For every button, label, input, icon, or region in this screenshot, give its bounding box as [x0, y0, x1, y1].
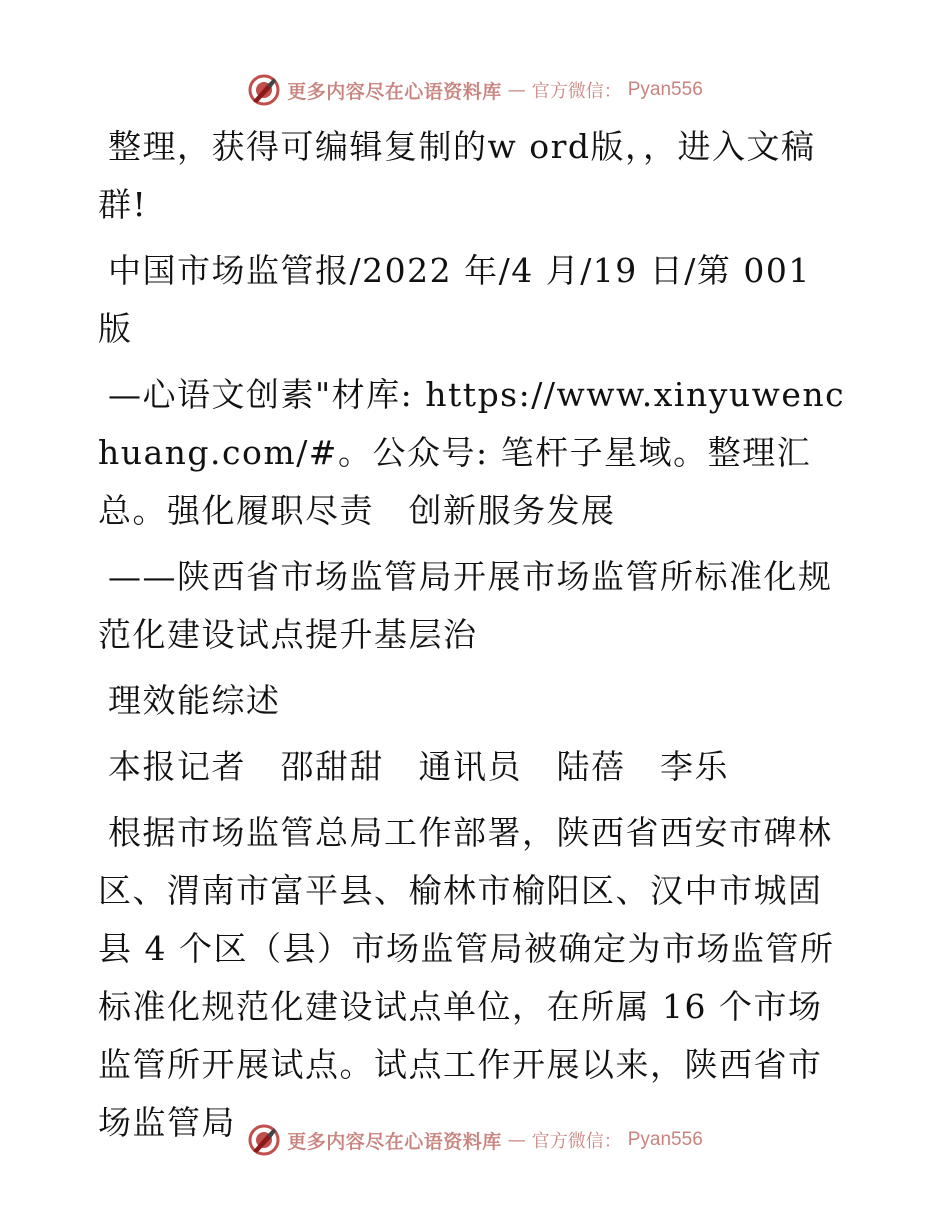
banner-wechat-id: Pyan556	[627, 1129, 703, 1150]
banner-title: 更多内容尽在心语资料库	[287, 80, 502, 103]
header-banner	[0, 70, 950, 110]
article-subtitle: ——陕西省市场监管局开展市场监管所标准化规范化建设试点提升基层治	[98, 557, 833, 654]
article-subtitle-continued: 理效能综述	[108, 681, 281, 720]
footer-banner	[0, 1120, 950, 1160]
intro-paragraph: 整理，获得可编辑复制的w ord版，，进入文稿群!	[98, 127, 816, 224]
byline: 本报记者 邵甜甜 通讯员 陆蓓 李乐	[108, 747, 729, 786]
source-line: 中国市场监管报/2022 年/4 月/19 日/第 001 版	[98, 251, 811, 348]
footer-banner-content	[247, 1123, 703, 1157]
header-banner-content	[247, 73, 703, 107]
banner-separator: —	[507, 79, 526, 101]
pen-logo-icon	[247, 1123, 281, 1157]
body-paragraph: 根据市场监管总局工作部署，陕西省西安市碑林区、渭南市富平县、榆林市榆阳区、汉中市城固县 4 个区（县）市场监管局被确定为市场监管所标准化规范化建设试点单位，在所属 16 个市场监管所开展试点。试点工作开展以来，陕西省市场监管局	[98, 813, 835, 1142]
source-note-paragraph: —心语文创素"材库: https://www.xinyuwenchuang.com/#。公众号: 笔杆子星域。整理汇总。强化履职尽责 创新服务发展	[98, 375, 846, 530]
banner-title: 更多内容尽在心语资料库	[287, 1130, 502, 1153]
banner-wechat-id: Pyan556	[627, 79, 703, 100]
banner-wechat-label: 官方微信：	[531, 81, 622, 102]
banner-wechat-label: 官方微信：	[531, 1131, 622, 1152]
banner-separator: —	[507, 1129, 526, 1151]
document-body	[98, 118, 850, 1152]
pen-logo-icon	[247, 73, 281, 107]
